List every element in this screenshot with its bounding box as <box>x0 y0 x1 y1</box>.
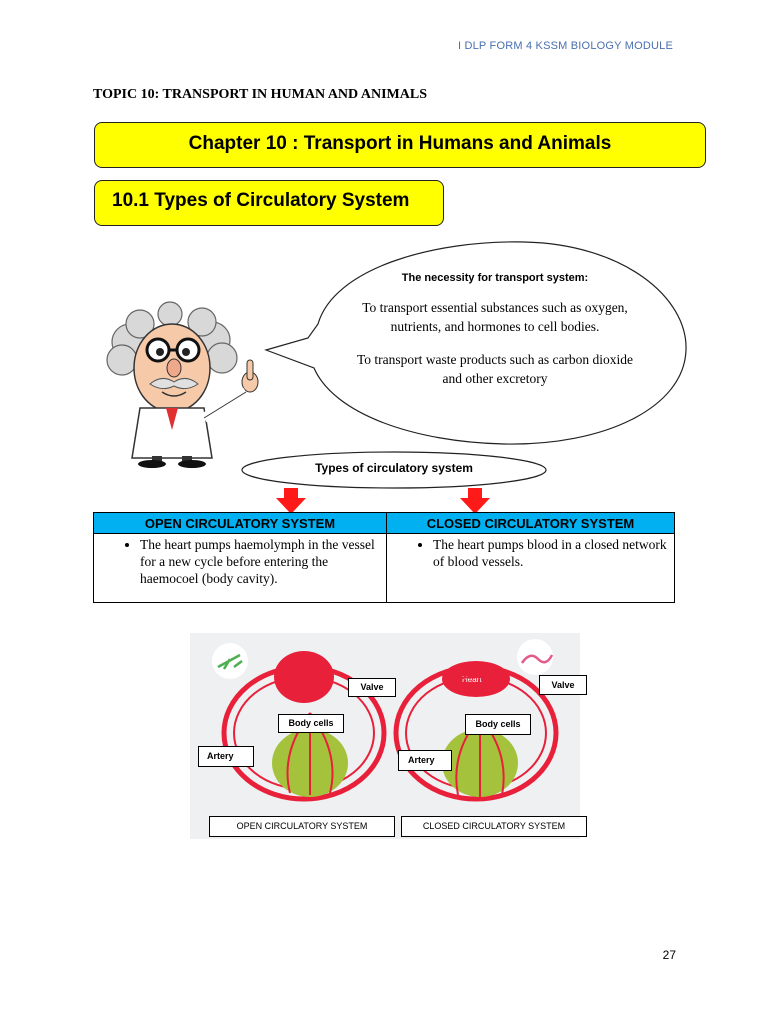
open-system-caption: OPEN CIRCULATORY SYSTEM <box>209 816 395 837</box>
section-title: 10.1 Types of Circulatory System <box>94 180 444 226</box>
heart-label: Heart <box>462 675 482 684</box>
bubble-content <box>350 272 640 402</box>
open-header: OPEN CIRCULATORY SYSTEM <box>94 513 387 534</box>
types-label: Types of circulatory system <box>315 461 473 475</box>
left-valve-label: Valve <box>348 678 396 697</box>
arrow-down-icon <box>460 488 490 514</box>
arrow-down-icon <box>276 488 306 514</box>
open-point: • The heart pumps haemolymph in the vessel for a new cycle before entering the haemocoel (body cavity). <box>140 536 380 587</box>
module-header: I DLP FORM 4 KSSM BIOLOGY MODULE <box>457 40 673 52</box>
bubble-point-2: To transport waste products such as carbon dioxide and other excretory <box>356 352 634 386</box>
open-cell <box>94 534 387 603</box>
right-body-cells-label: Body cells <box>465 714 531 735</box>
closed-header: CLOSED CIRCULATORY SYSTEM <box>387 513 675 534</box>
page-number: 27 <box>662 948 676 962</box>
bubble-title: The necessity for transport system: <box>401 272 589 284</box>
chapter-title: Chapter 10 : Transport in Humans and Animals <box>94 122 706 168</box>
topic-heading: TOPIC 10: TRANSPORT IN HUMAN AND ANIMALS <box>93 87 427 102</box>
closed-cell <box>387 534 675 603</box>
right-artery-label: Artery <box>398 750 452 771</box>
closed-system-caption: CLOSED CIRCULATORY SYSTEM <box>401 816 587 837</box>
comparison-table <box>93 512 675 603</box>
circulatory-drawing <box>190 633 580 839</box>
bubble-point-1: To transport essential substances such as oxygen, nutrients, and hormones to cell bodies. <box>362 300 628 334</box>
right-valve-label: Valve <box>539 675 587 695</box>
professor-illustration <box>100 300 260 468</box>
closed-point: • The heart pumps blood in a closed network of blood vessels. <box>433 536 668 570</box>
circulatory-diagram <box>190 633 580 839</box>
left-body-cells-label: Body cells <box>278 714 344 733</box>
left-artery-label: Artery <box>198 746 254 767</box>
